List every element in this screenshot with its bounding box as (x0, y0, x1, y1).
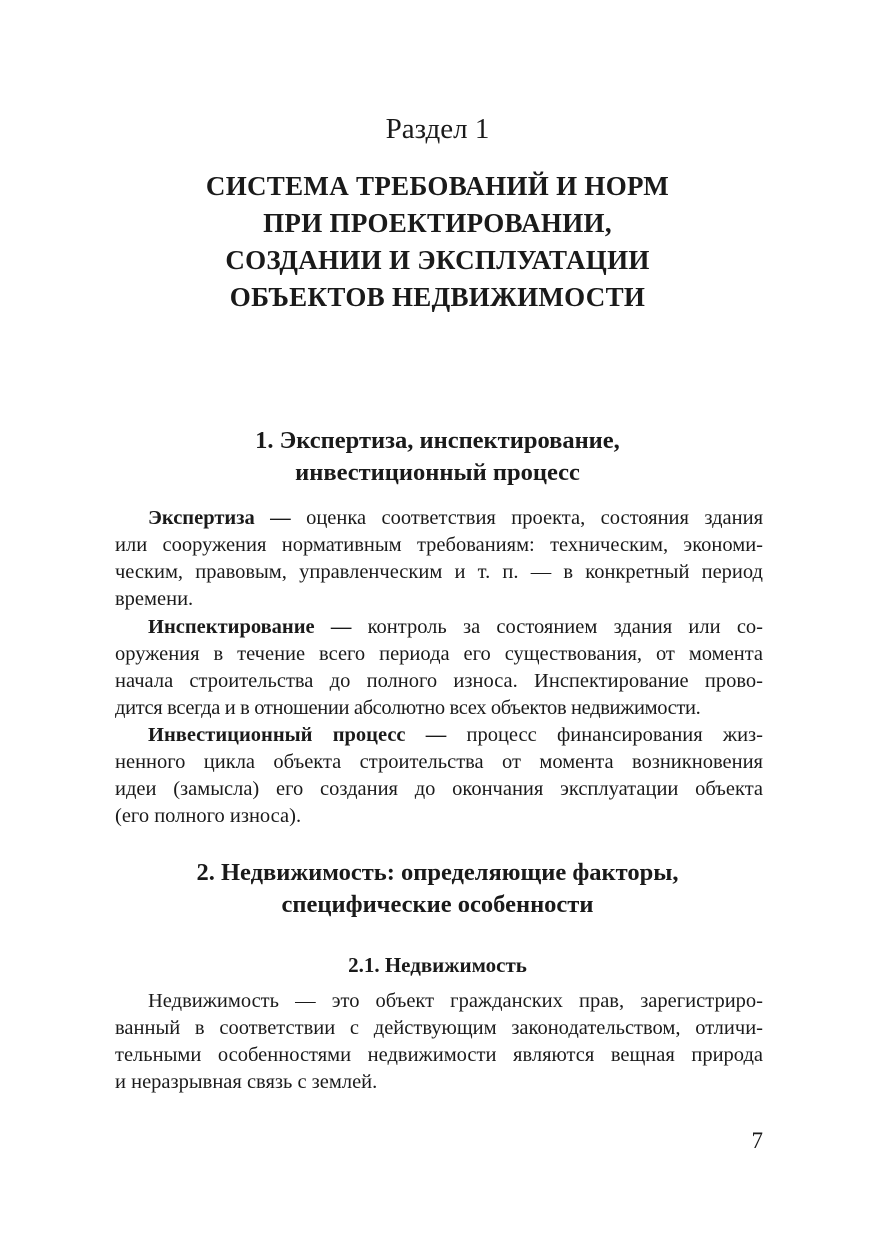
paragraph-text: оценка соответствия проекта, состояния здания (290, 507, 763, 529)
term-inspection: Инспектирование — (148, 616, 352, 638)
paragraph-line: идеи (замысла) его создания до окончания эксплуатации объекта (115, 778, 763, 800)
paragraph-text: контроль за состоянием здания или со- (351, 616, 763, 638)
paragraph-line: ненного цикла объекта строительства от момента возникновения (115, 751, 763, 773)
heading-line: 1. Экспертиза, инспектирование, (255, 427, 620, 454)
paragraph-line: тельными особенностями недвижимости являются вещная природа (115, 1044, 763, 1066)
section-title (0, 168, 875, 316)
paragraph-line: (его полного износа). (115, 805, 302, 827)
term-expertise: Экспертиза — (148, 507, 291, 529)
paragraph-line: ванный в соответствии с действующим законодательством, отличи- (115, 1017, 763, 1039)
heading-expertise (0, 425, 875, 489)
paragraph-inspection (115, 614, 763, 722)
section-title-line: ПРИ ПРОЕКТИРОВАНИИ, (263, 208, 612, 238)
page-number: 7 (751, 1128, 763, 1153)
paragraph-line: дится всегда и в отношении абсолютно всех объектов недвижимости. (115, 697, 701, 719)
paragraph-real-estate (115, 988, 763, 1096)
heading-line: специфические особенности (281, 891, 594, 918)
paragraph-line: или сооружения нормативным требованиям: техническим, экономи- (115, 534, 763, 556)
paragraph-line: времени. (115, 588, 194, 610)
section-title-line: ОБЪЕКТОВ НЕДВИЖИМОСТИ (229, 282, 646, 312)
section-label: Раздел 1 (385, 113, 490, 145)
paragraph-line: Недвижимость — это объект гражданских прав, зарегистриро- (148, 990, 763, 1012)
term-investment: Инвестиционный процесс — (148, 724, 447, 746)
heading-line: инвестиционный процесс (295, 459, 580, 486)
paragraph-line: ческим, правовым, управленческим и т. п. — в конкретный период (115, 561, 763, 583)
paragraph-investment (115, 722, 763, 830)
paragraph-line: начала строительства до полного износа. Инспектирование прово- (115, 670, 763, 692)
heading-line: 2. Недвижимость: определяющие факторы, (196, 859, 679, 886)
paragraph-line (115, 614, 763, 641)
paragraph-line: оружения в течение всего периода его существования, от момента (115, 643, 763, 665)
paragraph-expertise (115, 505, 763, 613)
heading-real-estate (0, 857, 875, 921)
section-title-line: СОЗДАНИИ И ЭКСПЛУАТАЦИИ (225, 245, 650, 275)
paragraph-line (115, 722, 763, 749)
section-title-line: СИСТЕМА ТРЕБОВАНИЙ И НОРМ (205, 171, 670, 201)
paragraph-text: процесс финансирования жиз- (446, 724, 763, 746)
paragraph-line (115, 505, 763, 532)
subheading-real-estate: 2.1. Недвижимость (348, 953, 527, 977)
paragraph-line: и неразрывная связь с землей. (115, 1071, 378, 1093)
